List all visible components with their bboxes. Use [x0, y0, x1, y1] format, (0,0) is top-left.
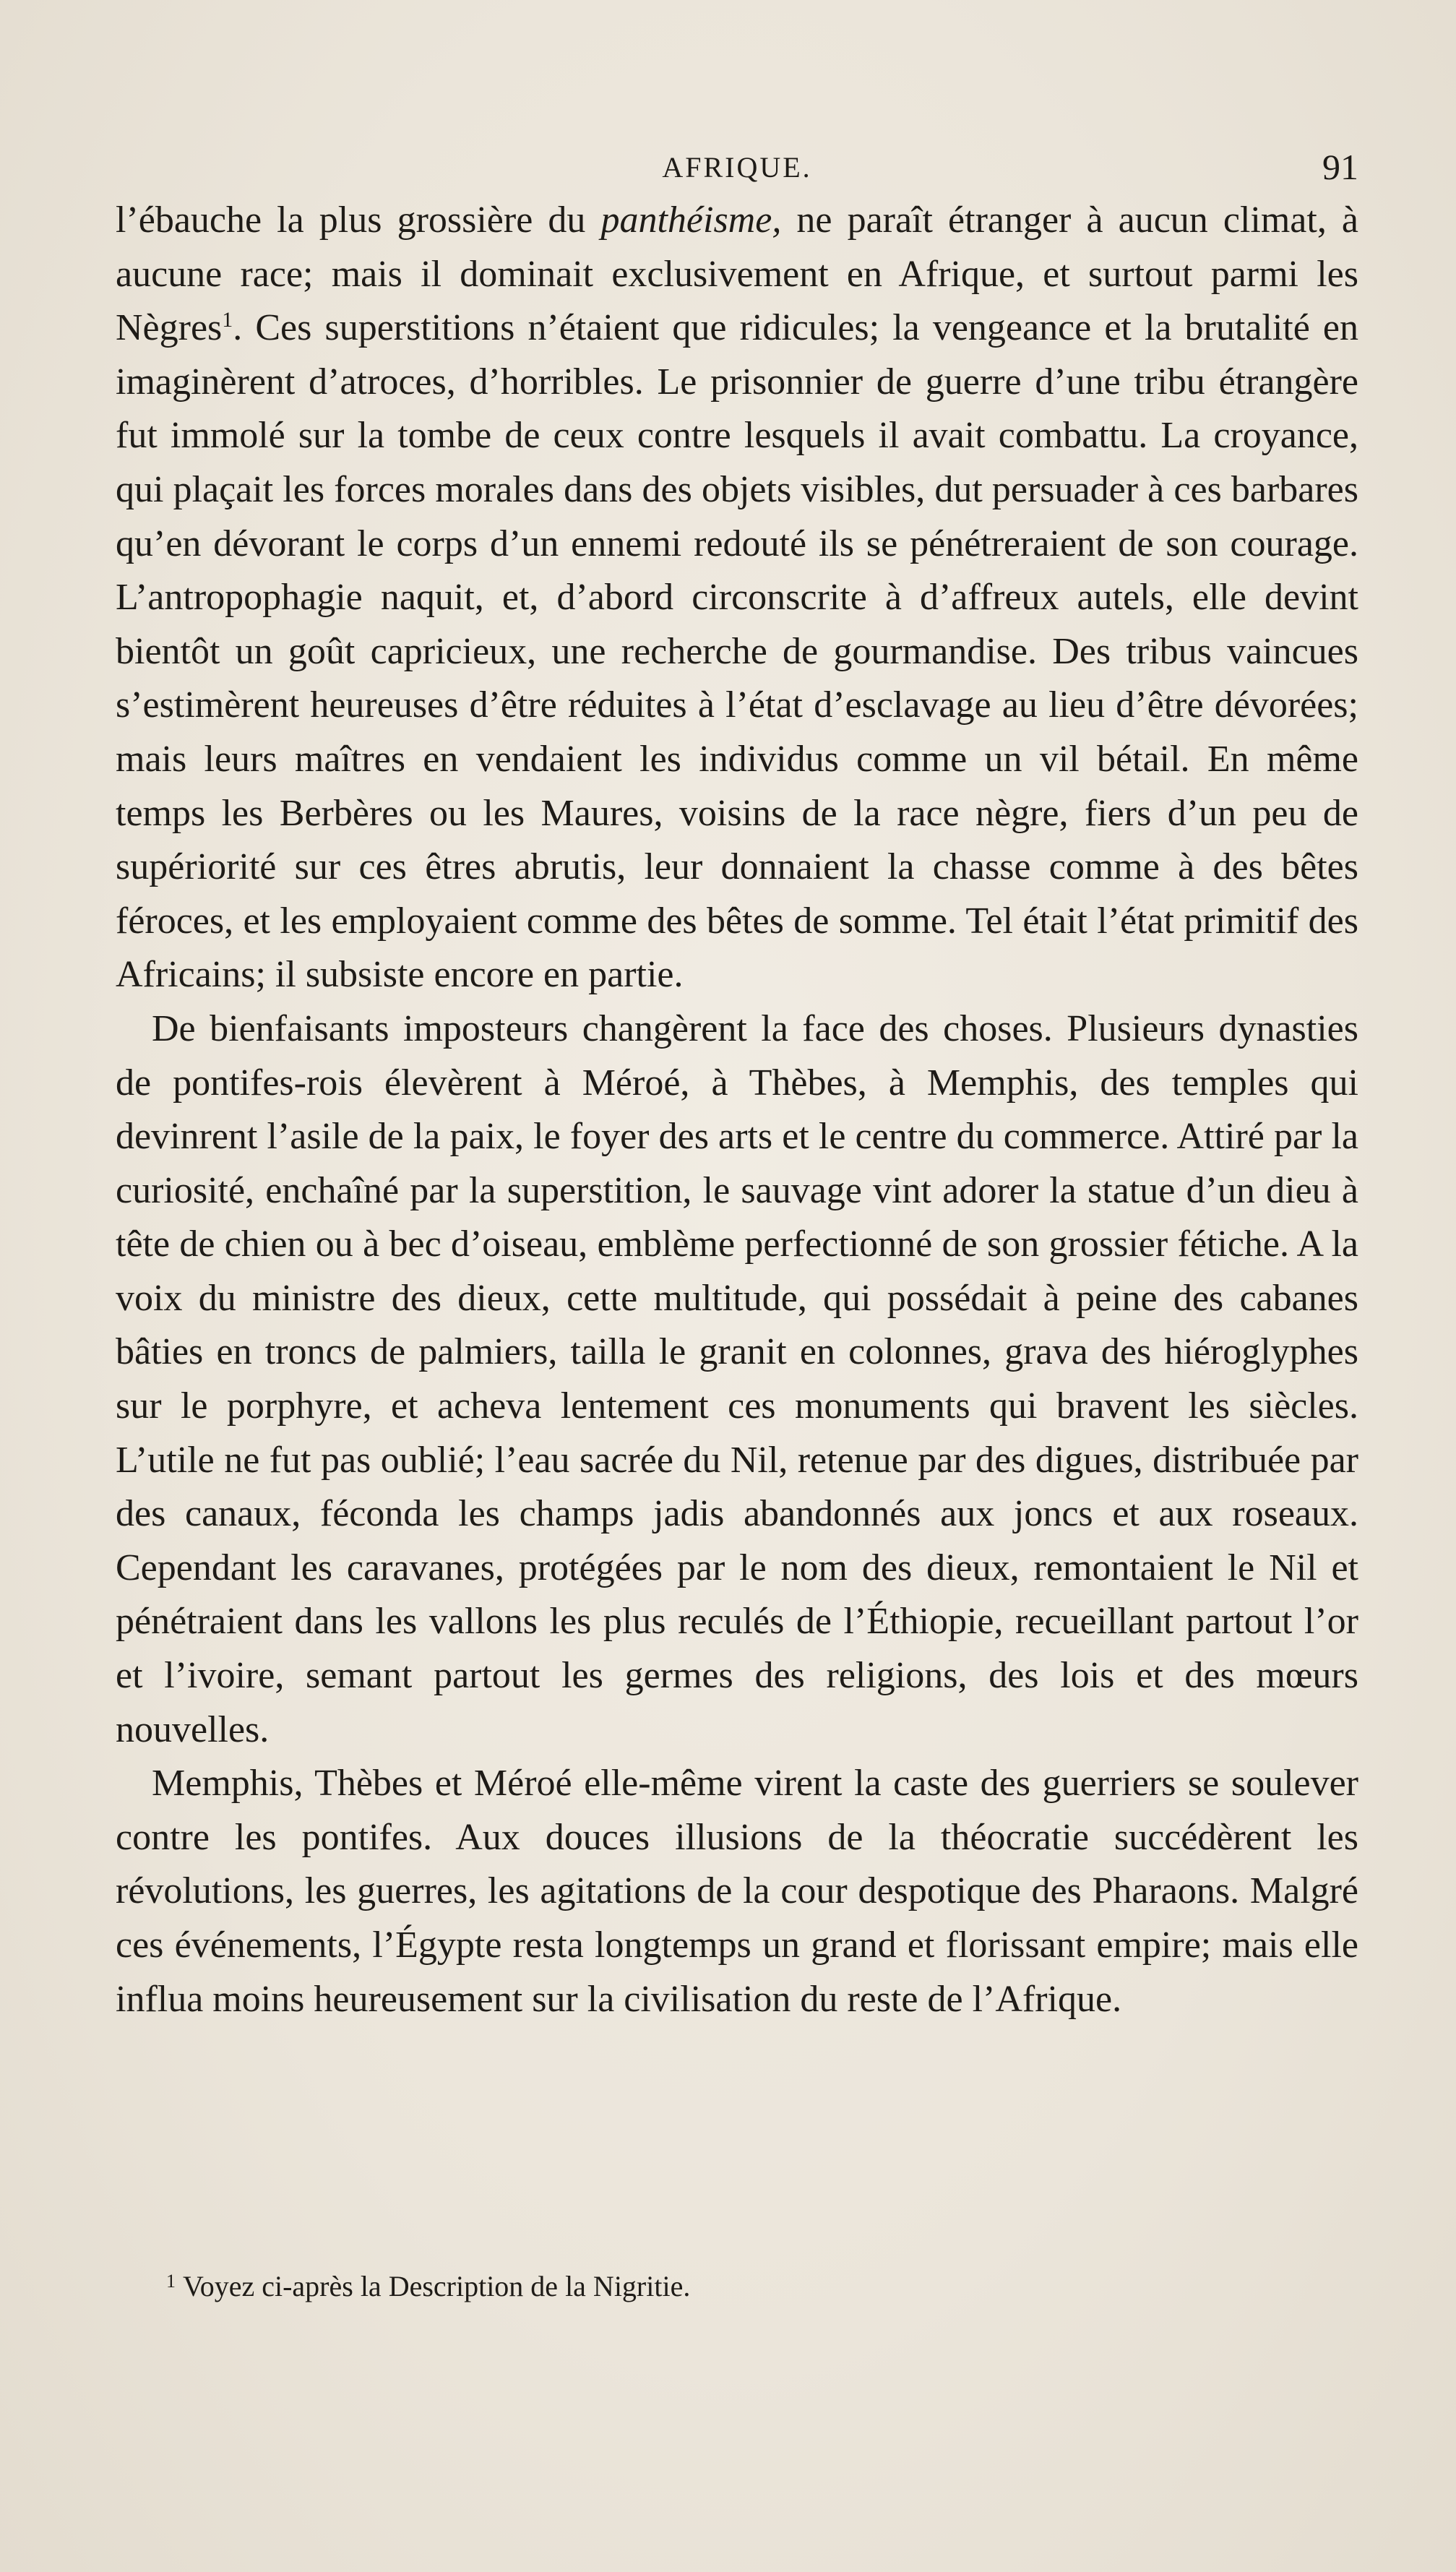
page-header	[116, 147, 1358, 194]
paragraph-3: Memphis, Thèbes et Méroé elle-même virent la caste des guerriers se soulever contre les pontifes. Aux douces illusions de la théocratie succédèrent les révolutions, les guerres, les agitations de la cour despotique des Pharaons. Malgré ces événements, l’Égypte resta longtemps un grand et florissant empire; mais elle influa moins heureusement sur la civilisation du reste de l’Afrique.	[116, 1763, 1358, 2020]
footnote-marker: 1	[166, 2271, 176, 2292]
paragraph-1-text-c: . Ces superstitions n’étaient que ridicules; la vengeance et la brutalité en imaginèrent d’atroces, d’horribles. Le prisonnier de guerre d’une tribu étrangère fut immolé sur la tombe de ceux contre lesquels il avait combattu. La croyance, qui plaçait les forces morales dans des objets visibles, dut persuader à ces barbares qu’en dévorant le corps d’un ennemi redouté ils se pénétreraient de son courage. L’antropophagie naquit, et, d’abord circonscrite à d’affreux autels, elle devint bientôt un goût capricieux, une recherche de gourmandise. Des tribus vaincues s’estimèrent heureuses d’être réduites à l’état d’esclavage au lieu d’être dévorées; mais leurs maîtres en vendaient les individus comme un vil bétail. En même temps les Berbères ou les Maures, voisins de la race nègre, fiers d’un peu de supériorité sur ces êtres abrutis, leur donnaient la chasse comme à des bêtes féroces, et les employaient comme des bêtes de somme. Tel était l’état primitif des Africains; il subsiste encore en partie.	[116, 307, 1358, 996]
footnote	[166, 2269, 690, 2304]
footnote-text: Voyez ci-après la Description de la Nigritie.	[183, 2270, 691, 2302]
running-head: AFRIQUE.	[662, 151, 812, 184]
paragraph-1-text-b: ne paraît étranger à aucun climat, à aucune race; mais il dominait exclusivement en Afrique, et surtout parmi les Nègres	[116, 199, 1358, 349]
body-text	[116, 194, 1358, 2026]
page-number: 91	[1322, 147, 1358, 187]
italic-term: panthéisme,	[600, 199, 782, 241]
footnote-reference: 1	[222, 308, 233, 332]
paragraph-1-text-a: l’ébauche la plus grossière du	[116, 199, 601, 241]
paragraph-1	[116, 194, 1358, 1002]
paragraph-2: De bienfaisants imposteurs changèrent la face des choses. Plusieurs dynasties de pontifes-rois élevèrent à Méroé, à Thèbes, à Memphis, des temples qui devinrent l’asile de la paix, le foyer des arts et le centre du commerce. Attiré par la curiosité, enchaîné par la superstition, le sauvage vint adorer la statue d’un dieu à tête de chien ou à bec d’oiseau, emblème perfectionné de son grossier fétiche. A la voix du ministre des dieux, cette multitude, qui possédait à peine des cabanes bâties en troncs de palmiers, tailla le granit en colonnes, grava des hiéroglyphes sur le porphyre, et acheva lentement ces monuments qui bravent les siècles. L’utile ne fut pas oublié; l’eau sacrée du Nil, retenue par des digues, distribuée par des canaux, féconda les champs jadis abandonnés aux joncs et aux roseaux. Cependant les caravanes, protégées par le nom des dieux, remontaient le Nil et pénétraient dans les vallons les plus reculés de l’Éthiopie, recueillant partout l’or et l’ivoire, semant partout les germes des religions, des lois et des mœurs nouvelles.	[116, 1007, 1358, 1750]
